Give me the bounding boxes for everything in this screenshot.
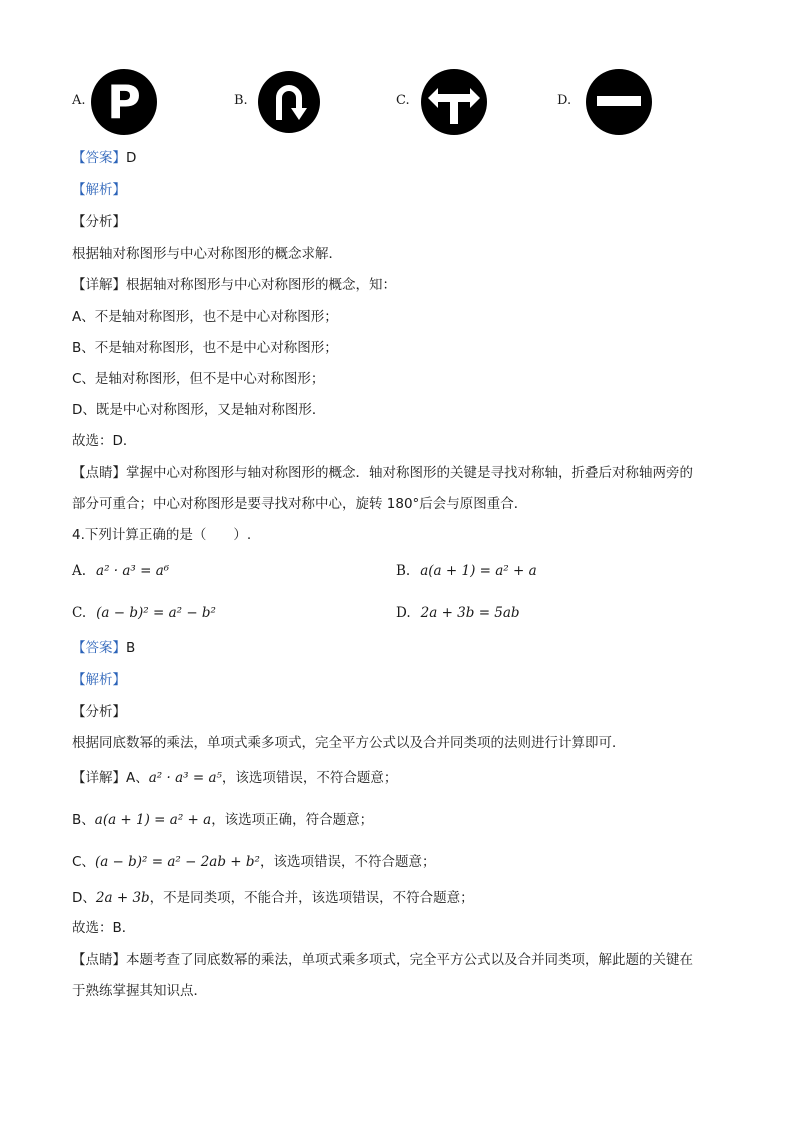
q4-point-line1: [72, 950, 693, 970]
parking-sign-icon: [90, 68, 158, 136]
detail-suffix: ，该选项正确，符合题意；: [211, 812, 374, 828]
q4-choose: 故选：B．: [72, 920, 136, 936]
detail-tag: 【详解】: [72, 277, 126, 293]
detail-expr: (a − b)² = a² − 2ab + b²: [94, 854, 260, 870]
answer-value: B: [126, 640, 136, 656]
q4-fenxi-tag: 【分析】: [72, 704, 126, 720]
detail-prefix: B、: [72, 812, 95, 828]
detail-tag: 【详解】: [72, 770, 126, 786]
q4-question: 4.下列计算正确的是（ ）.: [72, 527, 252, 543]
no-entry-sign-icon: [585, 68, 653, 136]
detail-prefix: C、: [72, 854, 95, 870]
q4-option-d: [396, 603, 520, 623]
option-b-label: B.: [234, 93, 248, 108]
detail-expr: 2a + 3b: [95, 890, 150, 906]
q4-option-d-expr: 2a + 3b = 5ab: [420, 605, 520, 621]
analysis-tag: 解析: [85, 182, 113, 198]
option-c-label: C.: [396, 93, 410, 108]
q4-detail-d: [72, 888, 474, 908]
q4-point-line2: 于熟练掌握其知识点．: [72, 983, 207, 999]
point-text: 本题考查了同底数幂的乘法，单项式乘多项式，完全平方公式以及合并同类项，解此题的关键在: [126, 952, 693, 968]
q4-option-b: [396, 561, 537, 581]
answer-tag: 【答案】: [72, 640, 126, 656]
q4-option-d-label: D.: [396, 605, 411, 621]
q3-choose: 故选：D．: [72, 433, 137, 449]
q4-detail-b: [72, 810, 373, 830]
q3-fenxi-text: 根据轴对称图形与中心对称图形的概念求解．: [72, 246, 342, 262]
q3-detail-line: [72, 275, 396, 295]
point-tag: 【点睛】: [72, 465, 126, 481]
detail-suffix: ，该选项错误，不符合题意；: [259, 854, 436, 870]
detail-prefix: A、: [126, 770, 149, 786]
point-text: 掌握中心对称图形与轴对称图形的概念．轴对称图形的关键是寻找对称轴，折叠后对称轴两旁的: [126, 465, 693, 481]
q4-analysis-line: 【解析】: [72, 672, 126, 688]
q3-item-c: C、是轴对称图形，但不是中心对称图形；: [72, 371, 325, 387]
left-right-turn-sign-icon: [420, 68, 488, 136]
q4-option-a-label: A.: [72, 563, 87, 579]
q4-detail-c: [72, 852, 435, 872]
u-turn-sign-icon: [257, 70, 321, 134]
q3-item-b: B、不是轴对称图形，也不是中心对称图形；: [72, 340, 338, 356]
q4-option-a-expr: a² · a³ = a⁶: [96, 563, 170, 579]
q4-option-a: [72, 561, 169, 581]
q3-fenxi-tag: 【分析】: [72, 214, 126, 230]
q3-point-line1: [72, 463, 693, 483]
q4-option-b-expr: a(a + 1) = a² + a: [420, 563, 537, 579]
detail-suffix: ，该选项错误，不符合题意；: [221, 770, 398, 786]
point-tag: 【点睛】: [72, 952, 126, 968]
q3-answer-line: [72, 148, 136, 168]
detail-prefix: D、: [72, 890, 96, 906]
analysis-tag: 解析: [85, 672, 113, 688]
q3-analysis-line: 【解析】: [72, 182, 126, 198]
detail-text: 根据轴对称图形与中心对称图形的概念，知：: [126, 277, 396, 293]
q3-point-line2: 部分可重合；中心对称图形是要寻找对称中心，旋转 180°后会与原图重合．: [72, 496, 528, 512]
q4-option-c: [72, 603, 216, 623]
detail-suffix: ，不是同类项，不能合并，该选项错误，不符合题意；: [149, 890, 474, 906]
q3-item-a: A、不是轴对称图形，也不是中心对称图形；: [72, 309, 338, 325]
q4-fenxi-text: 根据同底数幂的乘法，单项式乘多项式，完全平方公式以及合并同类项的法则进行计算即可．: [72, 735, 626, 751]
answer-value: D: [126, 150, 137, 166]
option-d-label: D.: [557, 93, 572, 108]
q3-item-d: D、既是中心对称图形，又是轴对称图形．: [72, 402, 326, 418]
svg-text:P: P: [107, 75, 141, 129]
q4-detail-a: [72, 768, 397, 788]
q4-answer-line: [72, 638, 135, 658]
q4-option-c-label: C.: [72, 605, 87, 621]
detail-expr: a(a + 1) = a² + a: [94, 812, 212, 828]
option-a-label: A.: [72, 93, 86, 108]
answer-tag: 【答案】: [72, 150, 126, 166]
detail-expr: a² · a³ = a⁵: [148, 770, 222, 786]
q4-option-c-expr: (a − b)² = a² − b²: [96, 605, 216, 621]
q4-option-b-label: B.: [396, 563, 411, 579]
